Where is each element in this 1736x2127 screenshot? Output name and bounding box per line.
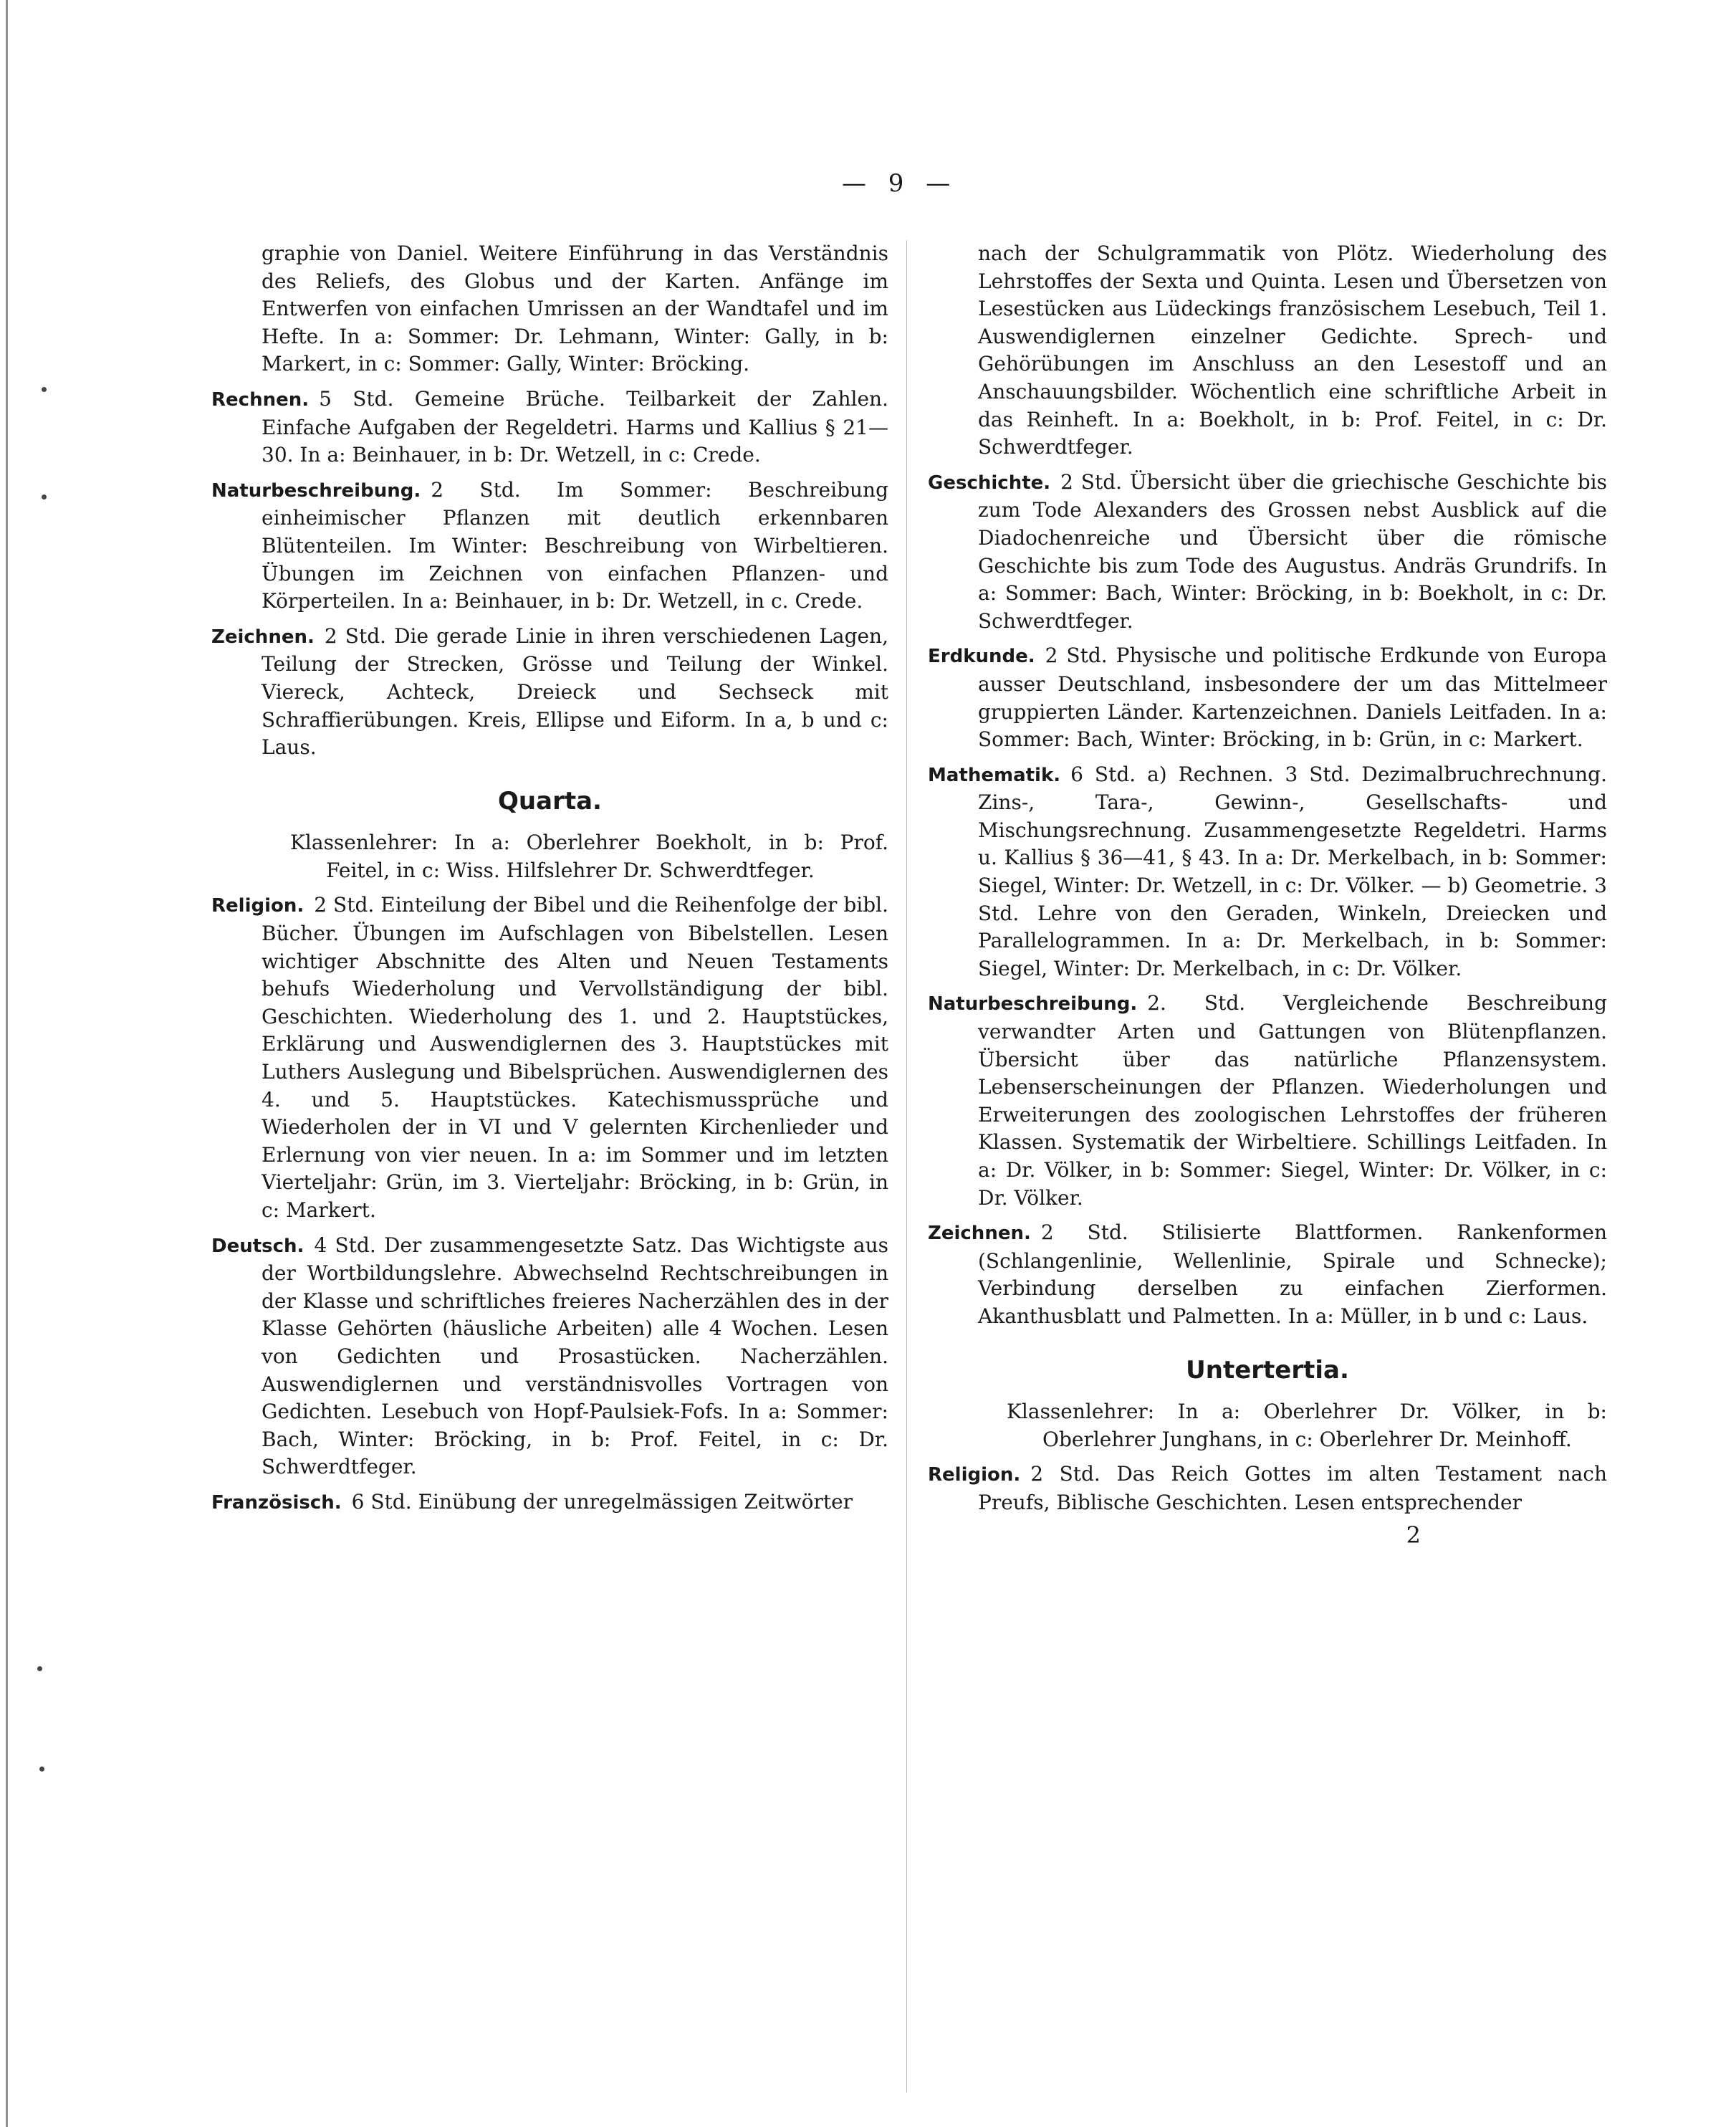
- subject-entry-zeichnen: [211, 623, 888, 762]
- subject-entry-franzoesisch: [211, 1488, 888, 1517]
- subject-entry-mathematik: [928, 761, 1607, 983]
- scan-speck: [39, 1767, 44, 1772]
- subject-entry-deutsch: [211, 1232, 888, 1481]
- subject-label: Französisch.: [211, 1491, 342, 1514]
- subject-text: 2 Std. Stilisierte Blattformen. Rankenformen (Schlangenlinie, Wellenlinie, Spirale und Schnecke); Verbindung derselben zu einfachen Zierformen. Akanthusblatt und Palmetten. In a: Müller, in b und c: Laus.: [978, 1220, 1607, 1328]
- subject-text: 6 Std. a) Rechnen. 3 Std. Dezimalbruchrechnung. Zins-, Tara-, Gewinn-, Gesellschafts- und Mischungsrechnung. Zusammengesetzte Regeldetri. Harms u. Kallius § 36—41, § 43. In a: Dr. Merkelbach, in b: Sommer: Siegel, Winter: Dr. Wetzell, in c: Dr. Völker. — b) Geometrie. 3 Std. Lehre von den Geraden, Winkeln, Dreiecken und Parallelogrammen. In a: Dr. Merkelbach, in b: Sommer: Siegel, Winter: Dr. Merkelbach, in c: Dr. Völker.: [978, 762, 1607, 980]
- subject-text: 2 Std. Einteilung der Bibel und die Reihenfolge der bibl. Bücher. Übungen im Aufschlagen von Bibelstellen. Lesen wichtiger Abschnitte des Alten und Neuen Testaments behufs Wiederholung und Vervollständigung der bibl. Geschichten. Wiederholung des 1. und 2. Hauptstückes, Erklärung und Auswendiglernen des 3. Hauptstückes mit Luthers Auslegung und Bibelsprüchen. Auswendiglernen des 4. und 5. Hauptstückes. Katechismussprüche und Wiederholen der in VI und V gelernten Kirchenlieder und Erlernung von vier neuen. In a: im Sommer und im letzten Vierteljahr: Grün, im 3. Vierteljahr: Bröcking, in b: Grün, in c: Markert.: [262, 893, 888, 1222]
- subject-entry-erdkunde: [928, 642, 1607, 753]
- subject-entry-religion: [211, 892, 888, 1224]
- scan-speck: [37, 1666, 42, 1671]
- class-teacher-untertertia: Klassenlehrer: In a: Oberlehrer Dr. Völker, in b: Oberlehrer Junghans, in c: Oberlehrer Dr. Meinhoff.: [1007, 1400, 1607, 1451]
- subject-text: 2 Std. Die gerade Linie in ihren verschiedenen Lagen, Teilung der Strecken, Grösse und Teilung der Winkel. Viereck, Achteck, Dreieck und Sechseck mit Schraffierübungen. Kreis, Ellipse und Eiform. In a, b und c: Laus.: [262, 623, 888, 760]
- subject-label: Mathematik.: [928, 764, 1061, 786]
- column-divider: [906, 240, 907, 2093]
- signature-mark: 2: [1406, 1521, 1421, 1549]
- page-number: — 9 —: [842, 169, 958, 198]
- subject-label: Rechnen.: [211, 388, 310, 411]
- scan-speck: [42, 387, 47, 392]
- subject-entry-rechnen: [211, 386, 888, 469]
- subject-label: Religion.: [928, 1464, 1021, 1486]
- subject-text: 2 Std. Übersicht über die griechische Geschichte bis zum Tode Alexanders des Grossen nebst Ausblick auf die Diadochenreiche und Übersicht über die römische Geschichte bis zum Tode des Augustus. Andräs Grundrifs. In a: Sommer: Bach, Winter: Bröcking, in b: Boekholt, in c: Dr. Schwerdtfeger.: [978, 469, 1607, 633]
- subject-entry-naturbeschreibung: [211, 477, 888, 616]
- geography-continuation: graphie von Daniel. Weitere Einführung in das Verständnis des Reliefs, des Globus und der Karten. Anfänge im Entwerfen von einfachen Umrissen an der Wandtafel und im Hefte. In a: Sommer: Dr. Lehmann, Winter: Gally, in b: Markert, in c: Sommer: Gally, Winter: Bröcking.: [262, 242, 888, 376]
- subject-label: Zeichnen.: [211, 626, 315, 648]
- subject-label: Naturbeschreibung.: [928, 993, 1138, 1015]
- subject-label: Deutsch.: [211, 1235, 304, 1257]
- subject-text: 2. Std. Vergleichende Beschreibung verwandter Arten und Gattungen von Blütenpflanzen. Übersicht über das natürliche Pflanzensystem. Lebenserscheinungen der Pflanzen. Wiederholungen und Erweiterungen des zoologischen Lehrstoffes der früheren Klassen. Systematik der Wirbeltiere. Schillings Leitfaden. In a: Dr. Völker, in b: Sommer: Siegel, Winter: Dr. Völker, in c: Dr. Völker.: [978, 991, 1607, 1210]
- subject-text: 5 Std. Gemeine Brüche. Teilbarkeit der Zahlen. Einfache Aufgaben der Regeldetri. Harms und Kallius § 21—30. In a: Beinhauer, in b: Dr. Wetzell, in c: Crede.: [262, 386, 888, 467]
- subject-text: 2 Std. Im Sommer: Beschreibung einheimischer Pflanzen mit deutlich erkennbaren Blütenteilen. Im Winter: Beschreibung von Wirbeltieren. Übungen im Zeichnen von einfachen Pflanzen- und Körperteilen. In a: Beinhauer, in b: Dr. Wetzell, in c. Crede.: [262, 477, 888, 613]
- subject-entry-religion: [928, 1461, 1607, 1516]
- subject-label: Zeichnen.: [928, 1223, 1031, 1245]
- subject-entry-geschichte: [928, 469, 1607, 636]
- subject-text: 6 Std. Einübung der unregelmässigen Zeitwörter: [351, 1489, 853, 1514]
- section-heading-quarta: Quarta.: [498, 786, 602, 816]
- left-column: [211, 240, 888, 1524]
- section-heading-untertertia: Untertertia.: [1186, 1355, 1349, 1385]
- subject-text: 4 Std. Der zusammengesetzte Satz. Das Wichtigste aus der Wortbildungslehre. Abwechselnd Rechtschreibungen in der Klasse und schriftliches freieres Nacherzählen des in der Klasse Gehörten (häusliche Arbeiten) alle 4 Wochen. Lesen von Gedichten und Prosastücken. Nacherzählen. Auswendiglernen und verständnisvolles Vortragen von Gedichten. Lesebuch von Hopf-Paulsiek-Fofs. In a: Sommer: Bach, Winter: Bröcking, in b: Prof. Feitel, in c: Dr. Schwerdtfeger.: [262, 1233, 888, 1479]
- right-column: [928, 240, 1607, 1549]
- scan-speck: [42, 494, 47, 500]
- subject-text: 2 Std. Physische und politische Erdkunde von Europa ausser Deutschland, insbesondere der um das Mittelmeer gruppierten Länder. Kartenzeichnen. Daniels Leitfaden. In a: Sommer: Bach, Winter: Bröcking, in b: Grün, in c: Markert.: [978, 644, 1607, 752]
- subject-entry-zeichnen: [928, 1219, 1607, 1330]
- class-teacher-quarta: Klassenlehrer: In a: Oberlehrer Boekholt, in b: Prof. Feitel, in c: Wiss. Hilfslehrer Dr. Schwerdtfeger.: [290, 831, 888, 882]
- subject-label: Religion.: [211, 895, 304, 917]
- page-edge: [6, 0, 8, 2127]
- french-continuation: nach der Schulgrammatik von Plötz. Wiederholung des Lehrstoffes der Sexta und Quinta. Lesen und Übersetzen von Lesestücken aus Lüdeckings französischem Lesebuch, Teil 1. Auswendiglernen einzelner Gedichte. Sprech- und Gehörübungen im Anschluss an den Lesestoff und an Anschauungsbilder. Wöchentlich eine schriftliche Arbeit in das Reinheft. In a: Boekholt, in b: Prof. Feitel, in c: Dr. Schwerdtfeger.: [978, 242, 1607, 459]
- subject-label: Naturbeschreibung.: [211, 479, 421, 502]
- subject-label: Erdkunde.: [928, 646, 1035, 668]
- subject-entry-naturbeschreibung: [928, 990, 1607, 1212]
- subject-text: 2 Std. Das Reich Gottes im alten Testament nach Preufs, Biblische Geschichten. Lesen entsprechender: [978, 1462, 1607, 1514]
- subject-label: Geschichte.: [928, 472, 1051, 494]
